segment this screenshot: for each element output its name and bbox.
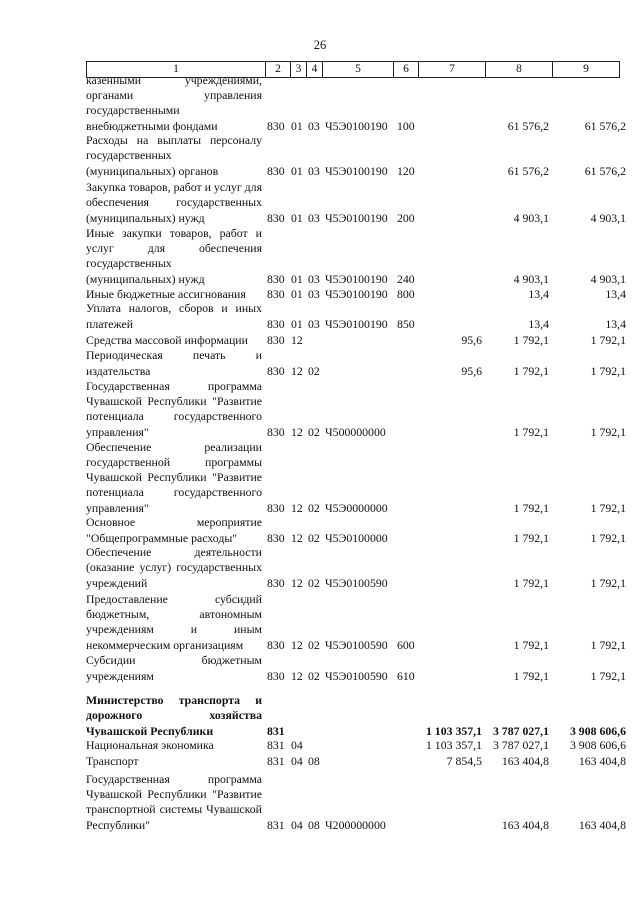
section-code: 04 <box>291 737 303 752</box>
admin-code: 830 <box>267 363 285 378</box>
row-description: Обеспечение деятельности (оказание услуг) государственных учреждений <box>86 545 262 590</box>
admin-code: 830 <box>267 163 285 178</box>
section-code: 01 <box>291 271 303 286</box>
header-col-9: 9 <box>553 62 620 77</box>
header-col-3: 3 <box>291 62 307 77</box>
admin-code: 830 <box>267 118 285 133</box>
amount-col-9: 1 792,1 <box>590 332 626 347</box>
amount-col-9: 13,4 <box>605 286 626 301</box>
section-code: 12 <box>291 668 303 683</box>
amount-col-8: 61 576,2 <box>507 118 549 133</box>
header-col-5: 5 <box>323 62 394 77</box>
header-col-1: 1 <box>87 62 266 77</box>
subsection-code: 02 <box>308 363 320 378</box>
amount-col-8: 1 792,1 <box>513 424 549 439</box>
section-code: 12 <box>291 575 303 590</box>
admin-code: 830 <box>267 210 285 225</box>
expense-type-code: 240 <box>397 271 415 286</box>
admin-code: 830 <box>267 530 285 545</box>
row-description: Закупка товаров, работ и услуг для обеспечения государственных (муниципальных) нужд <box>86 180 262 225</box>
subsection-code: 08 <box>308 817 320 832</box>
section-code: 01 <box>291 118 303 133</box>
subsection-code: 02 <box>308 637 320 652</box>
subsection-code: 02 <box>308 668 320 683</box>
section-code: 01 <box>291 163 303 178</box>
amount-col-9: 13,4 <box>605 316 626 331</box>
subsection-code: 03 <box>308 118 320 133</box>
subsection-code: 03 <box>308 316 320 331</box>
subsection-code: 02 <box>308 530 320 545</box>
subsection-code: 02 <box>308 575 320 590</box>
target-article-code: Ч5Э0100190 <box>325 210 388 225</box>
amount-col-9: 4 903,1 <box>590 210 626 225</box>
target-article-code: Ч5Э0100590 <box>325 637 388 652</box>
row-description: Периодическая печать и издательства <box>86 348 262 378</box>
row-description: Транспорт <box>86 753 139 768</box>
row-description: Расходы на выплаты персоналу государственных (муниципальных) органов <box>86 133 262 178</box>
header-col-2: 2 <box>266 62 291 77</box>
amount-col-9: 3 908 606,6 <box>569 737 626 752</box>
amount-col-8: 1 792,1 <box>513 668 549 683</box>
header-col-4: 4 <box>307 62 323 77</box>
row-description: Уплата налогов, сборов и иных платежей <box>86 301 262 331</box>
amount-col-9: 1 792,1 <box>590 424 626 439</box>
admin-code: 830 <box>267 332 285 347</box>
admin-code: 830 <box>267 286 285 301</box>
amount-col-8: 13,4 <box>528 286 549 301</box>
admin-code: 831 <box>267 753 285 768</box>
expense-type-code: 610 <box>397 668 415 683</box>
amount-col-9: 163 404,8 <box>578 753 626 768</box>
admin-code: 830 <box>267 668 285 683</box>
header-col-6: 6 <box>394 62 419 77</box>
expense-type-code: 200 <box>397 210 415 225</box>
row-description: Министерство транспорта и дорожного хозяйства Чувашской Республики <box>86 693 262 738</box>
admin-code: 830 <box>267 500 285 515</box>
row-description: Субсидии бюджетным учреждениям <box>86 653 262 683</box>
header-col-8: 8 <box>486 62 553 77</box>
amount-col-9: 3 908 606,6 <box>569 723 626 738</box>
expense-type-code: 850 <box>397 316 415 331</box>
target-article-code: Ч5Э0000000 <box>325 500 388 515</box>
target-article-code: Ч5Э0100000 <box>325 530 388 545</box>
target-article-code: Ч200000000 <box>325 817 386 832</box>
subsection-code: 03 <box>308 271 320 286</box>
amount-col-8: 1 792,1 <box>513 363 549 378</box>
target-article-code: Ч5Э0100190 <box>325 271 388 286</box>
amount-col-9: 1 792,1 <box>590 637 626 652</box>
row-description: Иные закупки товаров, работ и услуг для обеспечения государственных (муниципальных) нужд <box>86 225 262 286</box>
amount-col-7: 95,6 <box>461 332 482 347</box>
amount-col-8: 3 787 027,1 <box>492 723 549 738</box>
section-code: 01 <box>291 316 303 331</box>
row-description: Обеспечение реализации государственной программы Чувашской Республики "Развитие потенциала государственного управления" <box>86 439 262 515</box>
subsection-code: 03 <box>308 286 320 301</box>
target-article-code: Ч5Э0100190 <box>325 286 388 301</box>
section-code: 01 <box>291 286 303 301</box>
target-article-code: Ч5Э0100190 <box>325 118 388 133</box>
target-article-code: Ч5Э0100190 <box>325 316 388 331</box>
amount-col-9: 1 792,1 <box>590 668 626 683</box>
target-article-code: Ч5Э0100190 <box>325 163 388 178</box>
amount-col-9: 61 576,2 <box>584 163 626 178</box>
admin-code: 830 <box>267 575 285 590</box>
row-description: Национальная экономика <box>86 737 214 752</box>
amount-col-9: 1 792,1 <box>590 363 626 378</box>
admin-code: 830 <box>267 271 285 286</box>
expense-type-code: 800 <box>397 286 415 301</box>
amount-col-9: 1 792,1 <box>590 530 626 545</box>
amount-col-9: 61 576,2 <box>584 118 626 133</box>
amount-col-8: 4 903,1 <box>513 271 549 286</box>
subsection-code: 02 <box>308 424 320 439</box>
section-code: 04 <box>291 817 303 832</box>
amount-col-8: 13,4 <box>528 316 549 331</box>
amount-col-8: 163 404,8 <box>501 753 549 768</box>
admin-code: 830 <box>267 316 285 331</box>
amount-col-8: 163 404,8 <box>501 817 549 832</box>
amount-col-7: 1 103 357,1 <box>425 737 482 752</box>
admin-code: 831 <box>267 737 285 752</box>
admin-code: 831 <box>267 723 285 738</box>
amount-col-7: 7 854,5 <box>446 753 482 768</box>
amount-col-9: 4 903,1 <box>590 271 626 286</box>
section-code: 12 <box>291 530 303 545</box>
admin-code: 830 <box>267 637 285 652</box>
subsection-code: 03 <box>308 210 320 225</box>
table-row <box>86 0 626 833</box>
target-article-code: Ч5Э0100590 <box>325 575 388 590</box>
expense-type-code: 120 <box>397 163 415 178</box>
section-code: 04 <box>291 753 303 768</box>
amount-col-8: 1 792,1 <box>513 530 549 545</box>
expense-type-code: 100 <box>397 118 415 133</box>
row-description: Государственная программа Чувашской Республики "Развитие потенциала государственного управления" <box>86 378 262 439</box>
section-code: 12 <box>291 424 303 439</box>
admin-code: 831 <box>267 817 285 832</box>
amount-col-7: 1 103 357,1 <box>425 723 482 738</box>
section-code: 12 <box>291 332 303 347</box>
section-code: 12 <box>291 363 303 378</box>
amount-col-8: 3 787 027,1 <box>492 737 549 752</box>
amount-col-8: 1 792,1 <box>513 332 549 347</box>
amount-col-8: 1 792,1 <box>513 575 549 590</box>
target-article-code: Ч5Э0100590 <box>325 668 388 683</box>
amount-col-9: 163 404,8 <box>578 817 626 832</box>
row-description: Средства массовой информации <box>86 332 248 347</box>
page-number: 26 <box>313 38 327 52</box>
amount-col-9: 1 792,1 <box>590 500 626 515</box>
amount-col-9: 1 792,1 <box>590 575 626 590</box>
row-description: казенными учреждениями, органами управления государственными внебюджетными фондами <box>86 72 262 133</box>
expense-type-code: 600 <box>397 637 415 652</box>
section-code: 12 <box>291 500 303 515</box>
section-code: 01 <box>291 210 303 225</box>
subsection-code: 03 <box>308 163 320 178</box>
amount-col-7: 95,6 <box>461 363 482 378</box>
amount-col-8: 1 792,1 <box>513 637 549 652</box>
subsection-code: 02 <box>308 500 320 515</box>
subsection-code: 08 <box>308 753 320 768</box>
target-article-code: Ч500000000 <box>325 424 386 439</box>
section-code: 12 <box>291 637 303 652</box>
row-description: Государственная программа Чувашской Республики "Развитие транспортной системы Чувашской Республики" <box>86 771 262 832</box>
header-col-7: 7 <box>419 62 486 77</box>
row-description: Иные бюджетные ассигнования <box>86 286 246 301</box>
amount-col-8: 4 903,1 <box>513 210 549 225</box>
amount-col-8: 61 576,2 <box>507 163 549 178</box>
amount-col-8: 1 792,1 <box>513 500 549 515</box>
row-description: Предоставление субсидий бюджетным, автономным учреждениям и иным некоммерческим организациям <box>86 591 262 652</box>
row-description: Основное мероприятие "Общепрограммные расходы" <box>86 515 262 545</box>
admin-code: 830 <box>267 424 285 439</box>
